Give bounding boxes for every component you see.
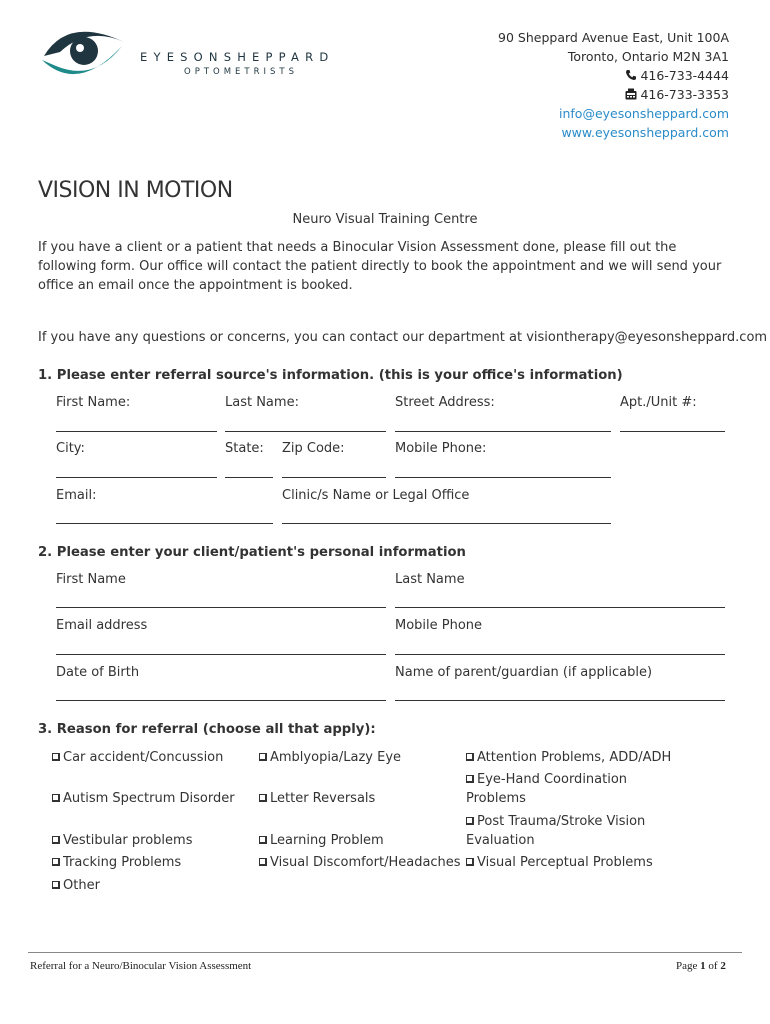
- checkbox-post-trauma-line2: Evaluation: [466, 833, 535, 848]
- referrer-mobile-label: Mobile Phone:: [395, 441, 487, 456]
- section-3-heading: 3. Reason for referral (choose all that apply):: [38, 722, 376, 737]
- referrer-state-label: State:: [225, 441, 264, 456]
- fax-line: [498, 85, 729, 104]
- referrer-mobile-field[interactable]: [395, 477, 611, 478]
- referrer-city-label: City:: [56, 441, 85, 456]
- phone-number: 416-733-4444: [640, 68, 729, 83]
- of-word: of: [708, 960, 718, 972]
- patient-guardian-label: Name of parent/guardian (if applicable): [395, 665, 653, 680]
- checkbox-car-accident[interactable]: Car accident/Concussion: [52, 750, 223, 765]
- checkbox-letter-reversals[interactable]: Letter Reversals: [259, 791, 375, 806]
- page-word: Page: [676, 960, 698, 972]
- checkbox-visual-perceptual[interactable]: Visual Perceptual Problems: [466, 855, 653, 870]
- referrer-city-field[interactable]: [56, 477, 217, 478]
- contact-note: If you have any questions or concerns, you can contact our department at visiontherapy@eyesonsheppard.com: [38, 330, 768, 345]
- referrer-apt-field[interactable]: [620, 431, 725, 432]
- page-subtitle: Neuro Visual Training Centre: [292, 212, 478, 227]
- referrer-zip-label: Zip Code:: [282, 441, 345, 456]
- checkbox-box-icon[interactable]: [466, 817, 474, 825]
- referrer-first-name-field[interactable]: [56, 431, 217, 432]
- checkbox-box-icon[interactable]: [259, 836, 267, 844]
- patient-dob-label: Date of Birth: [56, 665, 140, 680]
- patient-mobile-label: Mobile Phone: [395, 618, 483, 633]
- section-1-heading: 1. Please enter referral source's information. (this is your office's information): [38, 368, 623, 383]
- section-2-heading: 2. Please enter your client/patient's personal information: [38, 545, 466, 560]
- checkbox-box-icon[interactable]: [466, 858, 474, 866]
- referrer-apt-label: Apt./Unit #:: [620, 395, 697, 410]
- checkbox-tracking[interactable]: Tracking Problems: [52, 855, 181, 870]
- checkbox-autism[interactable]: Autism Spectrum Disorder: [52, 791, 235, 806]
- checkbox-box-icon[interactable]: [52, 836, 60, 844]
- page-indicator: [676, 960, 726, 972]
- contact-block: [498, 28, 729, 142]
- checkbox-box-icon[interactable]: [52, 858, 60, 866]
- checkbox-box-icon[interactable]: [259, 794, 267, 802]
- patient-mobile-field[interactable]: [395, 654, 725, 655]
- patient-email-field[interactable]: [56, 654, 386, 655]
- checkbox-eye-hand[interactable]: Eye-Hand Coordination: [466, 772, 627, 787]
- patient-guardian-field[interactable]: [395, 700, 725, 701]
- phone-icon: [625, 69, 637, 81]
- website-link[interactable]: www.eyesonsheppard.com: [561, 125, 729, 140]
- patient-first-name-field[interactable]: [56, 607, 386, 608]
- patient-last-name-field[interactable]: [395, 607, 725, 608]
- referrer-clinic-label: Clinic/s Name or Legal Office: [282, 488, 470, 503]
- intro-paragraph: If you have a client or a patient that needs a Binocular Vision Assessment done, please fill out the following form. Our office will contact the patient directly to book the appointment and we will send your office an email once the appointment is booked.: [38, 240, 722, 293]
- checkbox-attention[interactable]: Attention Problems, ADD/ADH: [466, 750, 671, 765]
- footer-divider: [28, 952, 742, 953]
- brand-subtitle: OPTOMETRISTS: [184, 67, 298, 77]
- checkbox-box-icon[interactable]: [466, 775, 474, 783]
- brand-name: EYESONSHEPPARD: [140, 50, 335, 64]
- checkbox-learning[interactable]: Learning Problem: [259, 833, 384, 848]
- referrer-state-field[interactable]: [225, 477, 273, 478]
- eye-logo-icon: [38, 22, 130, 80]
- page-total: 2: [720, 960, 726, 972]
- referrer-last-name-field[interactable]: [225, 431, 386, 432]
- referrer-last-name-label: Last Name:: [225, 395, 299, 410]
- checkbox-other[interactable]: Other: [52, 878, 100, 893]
- referrer-email-field[interactable]: [56, 523, 273, 524]
- address-line-1: 90 Sheppard Avenue East, Unit 100A: [498, 30, 729, 45]
- page-title: VISION IN MOTION: [38, 178, 233, 203]
- checkbox-box-icon[interactable]: [52, 881, 60, 889]
- checkbox-visual-discomfort[interactable]: Visual Discomfort/Headaches: [259, 855, 461, 870]
- patient-first-name-label: First Name: [56, 572, 126, 587]
- checkbox-amblyopia[interactable]: Amblyopia/Lazy Eye: [259, 750, 401, 765]
- referrer-street-field[interactable]: [395, 431, 611, 432]
- checkbox-post-trauma[interactable]: Post Trauma/Stroke Vision: [466, 814, 645, 829]
- phone-line: [498, 66, 729, 85]
- checkbox-box-icon[interactable]: [52, 753, 60, 761]
- patient-dob-field[interactable]: [56, 700, 386, 701]
- referrer-email-label: Email:: [56, 488, 97, 503]
- checkbox-eye-hand-line2: Problems: [466, 791, 526, 806]
- footer-title: Referral for a Neuro/Binocular Vision Assessment: [30, 960, 252, 972]
- referrer-clinic-field[interactable]: [282, 523, 611, 524]
- checkbox-box-icon[interactable]: [259, 753, 267, 761]
- fax-icon: [625, 88, 637, 100]
- patient-email-label: Email address: [56, 618, 148, 633]
- checkbox-box-icon[interactable]: [259, 858, 267, 866]
- referrer-first-name-label: First Name:: [56, 395, 131, 410]
- referrer-street-label: Street Address:: [395, 395, 495, 410]
- address-line-2: Toronto, Ontario M2N 3A1: [567, 49, 729, 64]
- email-link[interactable]: info@eyesonsheppard.com: [559, 106, 729, 121]
- checkbox-box-icon[interactable]: [466, 753, 474, 761]
- page-number: 1: [700, 960, 706, 972]
- referrer-zip-field[interactable]: [282, 477, 386, 478]
- checkbox-vestibular[interactable]: Vestibular problems: [52, 833, 192, 848]
- fax-number: 416-733-3353: [640, 87, 729, 102]
- checkbox-box-icon[interactable]: [52, 794, 60, 802]
- patient-last-name-label: Last Name: [395, 572, 465, 587]
